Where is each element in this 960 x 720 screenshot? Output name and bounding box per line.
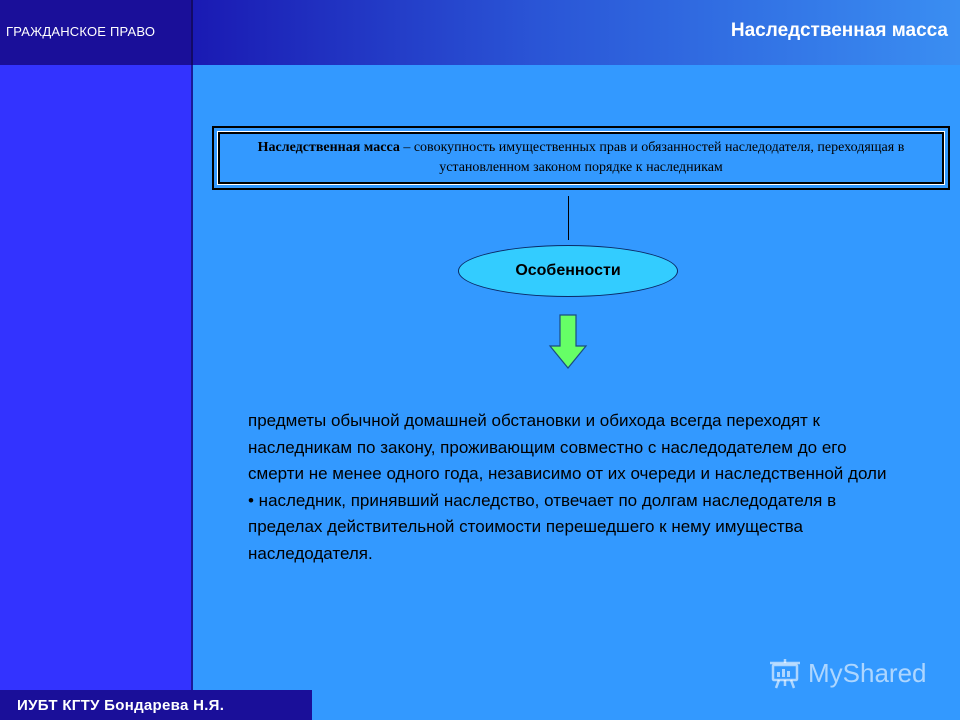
header-bar xyxy=(193,0,960,65)
watermark xyxy=(768,656,927,690)
definition-description: – совокупность имущественных прав и обязанностей наследодателя, переходящая в установленном законом порядке к наследникам xyxy=(399,140,905,175)
sidebar xyxy=(0,0,193,720)
feature-item-household: предметы обычной домашней обстановки и обихода всегда переходят к наследникам по закону, проживающим совместно с наследодателем до его смерти не менее одного года, независимо от их очереди и наследственной доли xyxy=(248,411,887,483)
features-oval xyxy=(458,245,678,297)
down-arrow-icon xyxy=(548,314,588,370)
definition-text xyxy=(214,138,948,178)
features-list xyxy=(248,408,898,567)
feature-item-debts: • наследник, принявший наследство, отвечает по долгам наследодателя в пределах действительной стоимости перешедшего к нему имущества наследодателя. xyxy=(248,490,837,563)
definition-term: Наследственная масса xyxy=(257,140,400,155)
author-footer: ИУБТ КГТУ Бондарева Н.Я. xyxy=(0,690,312,720)
watermark-text: MyShared xyxy=(808,657,927,688)
connector-line xyxy=(568,196,569,240)
presentation-board-icon xyxy=(768,656,802,690)
slide-title: Наследственная масса xyxy=(730,20,948,41)
course-title: ГРАЖДАНСКОЕ ПРАВО xyxy=(6,24,156,39)
sidebar-header xyxy=(0,0,193,65)
features-label: Особенности xyxy=(515,262,621,279)
definition-box xyxy=(212,126,950,190)
